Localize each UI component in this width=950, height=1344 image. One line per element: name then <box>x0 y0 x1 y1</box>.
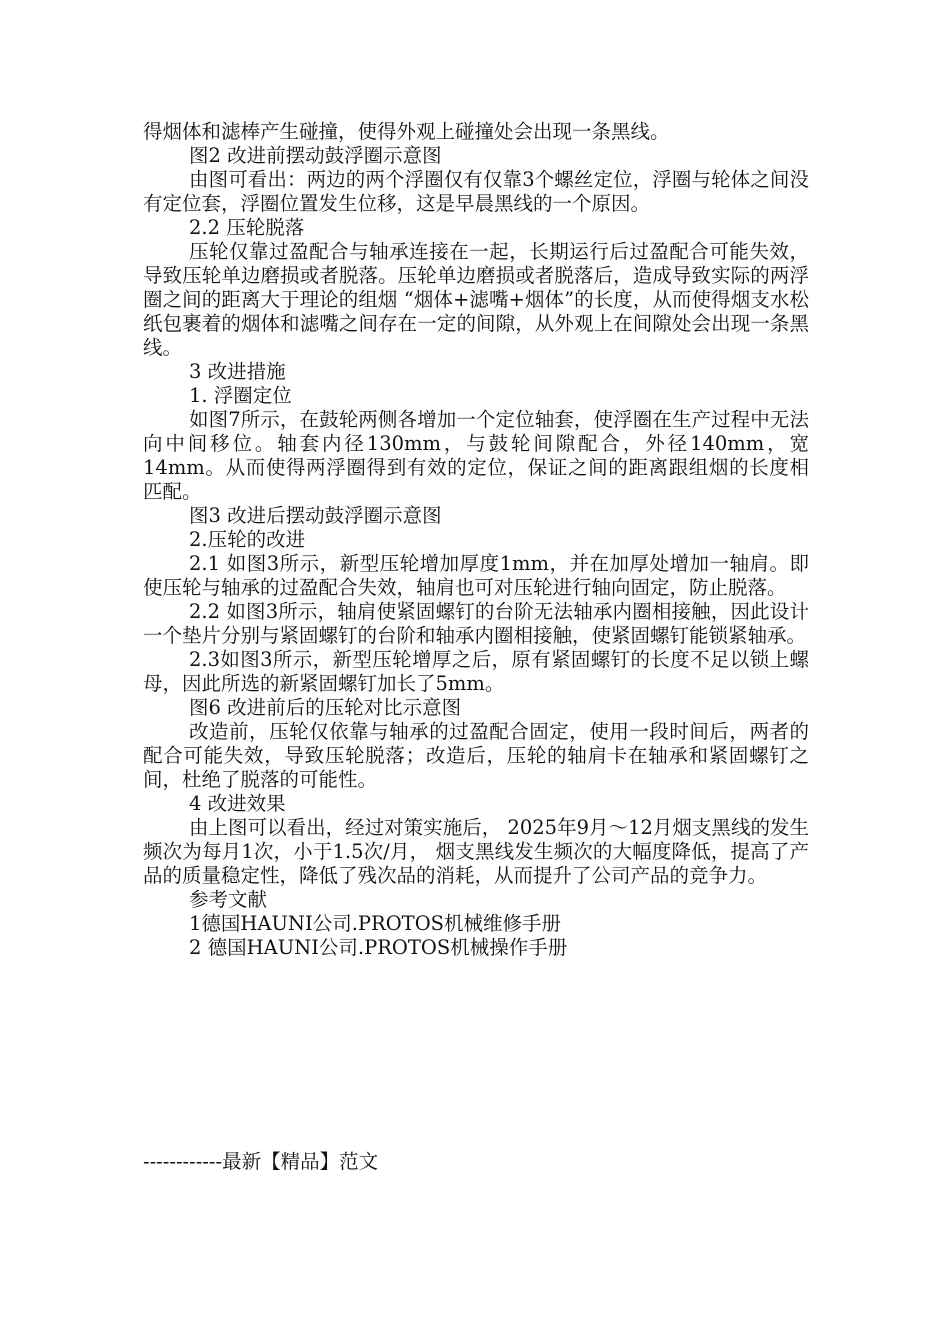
figure-caption: 图3 改进后摆动鼓浮圈示意图 <box>189 504 442 527</box>
reference-item: 2 德国HAUNI公司.PROTOS机械操作手册 <box>189 936 568 959</box>
paragraph: 改造前，压轮仅依靠与轴承的过盈配合固定，使用一段时间后，两者的配合可能失效，导致压轮脱落；改造后，压轮的轴肩卡在轴承和紧固螺钉之间，杜绝了脱落的可能性。 <box>143 720 809 791</box>
subsection-heading: 1. 浮圈定位 <box>189 384 292 407</box>
paragraph: 压轮仅靠过盈配合与轴承连接在一起，长期运行后过盈配合可能失效，导致压轮单边磨损或者脱落。压轮单边磨损或者脱落后，造成导致实际的两浮圈之间的距离大于理论的组烟 “烟体+滤嘴+烟体”的长度，从而使得烟支水松纸包裹着的烟体和滤嘴之间存在一定的间隙，从外观上在间隙处会出现一条黑线。 <box>143 240 809 359</box>
subsection-heading: 2.压轮的改进 <box>189 528 306 551</box>
paragraph: 2.1 如图3所示，新型压轮增加厚度1mm，并在加厚处增加一轴肩。即使压轮与轴承的过盈配合失效，轴肩也可对压轮进行轴向固定，防止脱落。 <box>143 552 809 599</box>
section-heading: 3 改进措施 <box>189 360 286 383</box>
paragraph: 由上图可以看出，经过对策实施后， 2025年9月～12月烟支黑线的发生频次为每月1次，小于1.5次/月， 烟支黑线发生频次的大幅度降低，提高了产品的质量稳定性，降低了残次品的消耗，从而提升了公司产品的竞争力。 <box>143 816 809 887</box>
section-heading: 2.2 压轮脱落 <box>189 216 305 239</box>
references-heading: 参考文献 <box>189 888 268 911</box>
page-footer: ------------最新【精品】范文 <box>143 1150 379 1173</box>
figure-caption: 图2 改进前摆动鼓浮圈示意图 <box>189 144 442 167</box>
paragraph: 2.2 如图3所示，轴肩使紧固螺钉的台阶无法轴承内圈相接触，因此设计一个垫片分别与紧固螺钉的台阶和轴承内圈相接触，使紧固螺钉能锁紧轴承。 <box>143 600 809 647</box>
paragraph: 得烟体和滤棒产生碰撞，使得外观上碰撞处会出现一条黑线。 <box>143 120 670 143</box>
paragraph: 2.3如图3所示，新型压轮增厚之后，原有紧固螺钉的长度不足以锁上螺母，因此所选的新紧固螺钉加长了5mm。 <box>143 648 809 695</box>
reference-item: 1德国HAUNI公司.PROTOS机械维修手册 <box>189 912 562 935</box>
paragraph: 由图可看出：两边的两个浮圈仅有仅靠3个螺丝定位，浮圈与轮体之间没有定位套，浮圈位置发生位移，这是早晨黑线的一个原因。 <box>143 168 809 215</box>
document-body <box>143 120 809 960</box>
figure-caption: 图6 改进前后的压轮对比示意图 <box>189 696 462 719</box>
paragraph: 如图7所示，在鼓轮两侧各增加一个定位轴套，使浮圈在生产过程中无法向中间移位。轴套内径130mm，与鼓轮间隙配合，外径140mm，宽14mm。从而使得两浮圈得到有效的定位，保证之间的距离跟组烟的长度相匹配。 <box>143 408 809 503</box>
section-heading: 4 改进效果 <box>189 792 286 815</box>
